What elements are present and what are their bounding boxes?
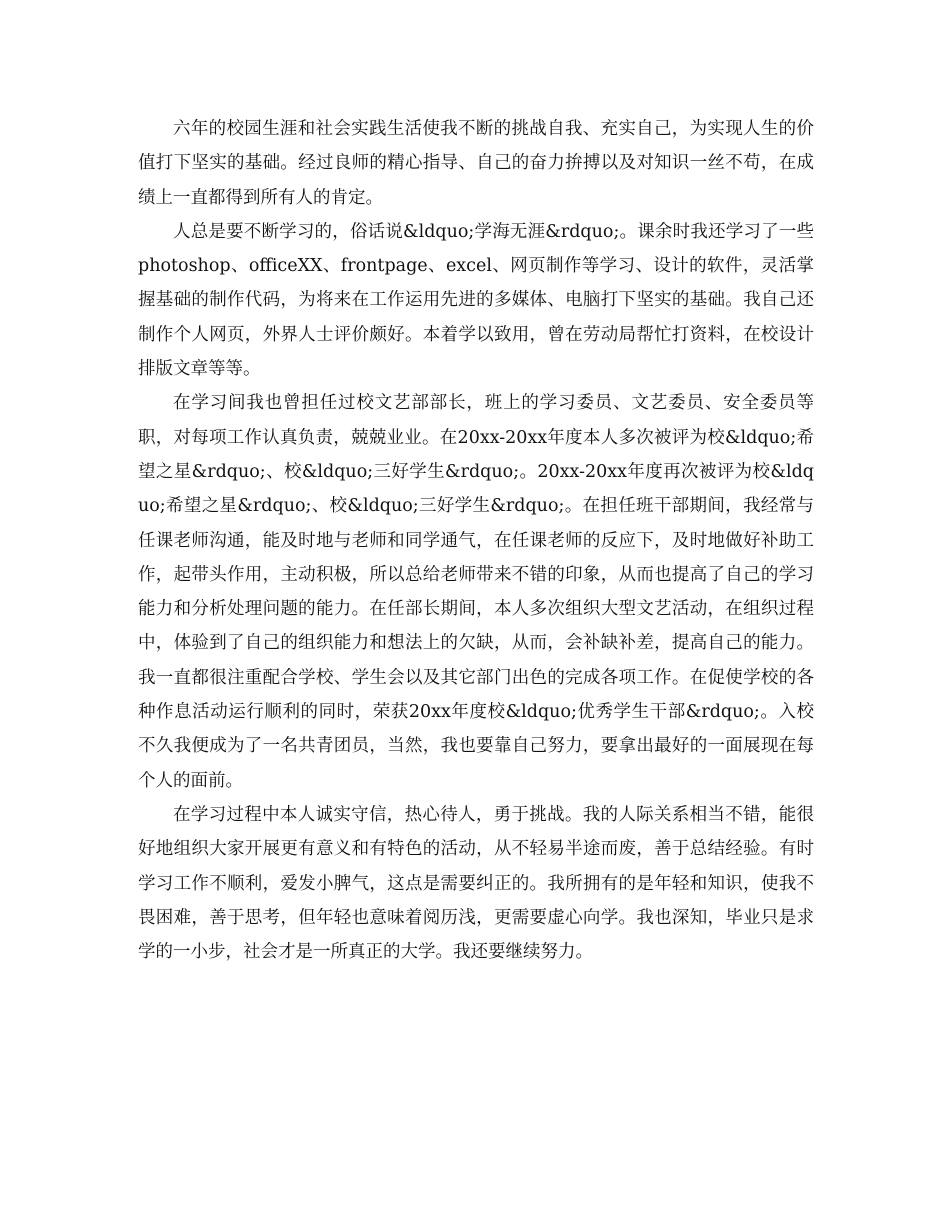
document-body — [138, 112, 814, 969]
paragraph-1: 六年的校园生涯和社会实践生活使我不断的挑战自我、充实自己，为实现人生的价值打下坚实的基础。经过良师的精心指导、自己的奋力拚搏以及对知识一丝不苟，在成绩上一直都得到所有人的肯定。 — [138, 119, 814, 208]
paragraph-2: 人总是要不断学习的，俗话说&ldquo;学海无涯&rdquo;。课余时我还学习了一些photoshop、officeXX、frontpage、excel、网页制作等学习、设计的软件，灵活掌握基础的制作代码，为将来在工作运用先进的多媒体、电脑打下坚实的基础。我自己还制作个人网页，外界人士评价颇好。本着学以致用，曾在劳动局帮忙打资料，在校设计排版文章等等。 — [138, 221, 814, 380]
paragraph-3: 在学习间我也曾担任过校文艺部部长，班上的学习委员、文艺委员、安全委员等职，对每项工作认真负责，兢兢业业。在20xx-20xx年度本人多次被评为校&ldquo;希望之星&rdquo;、校&ldquo;三好学生&rdquo;。20xx-20xx年度再次被评为校&ldquo;希望之星&rdquo;、校&ldquo;三好学生&rdquo;。在担任班干部期间，我经常与任课老师沟通，能及时地与老师和同学通气，在任课老师的反应下，及时地做好补助工作，起带头作用，主动积极，所以总给老师带来不错的印象，从而也提高了自己的学习能力和分析处理问题的能力。在任部长期间，本人多次组织大型文艺活动，在组织过程中，体验到了自己的组织能力和想法上的欠缺，从而，会补缺补差，提高自己的能力。我一直都很注重配合学校、学生会以及其它部门出色的完成各项工作。在促使学校的各种作息活动运行顺利的同时，荣获20xx年度校&ldquo;优秀学生干部&rdquo;。入校不久我便成为了一名共青团员，当然，我也要靠自己努力，要拿出最好的一面展现在每个人的面前。 — [138, 393, 814, 791]
paragraph-4: 在学习过程中本人诚实守信，热心待人，勇于挑战。我的人际关系相当不错，能很好地组织大家开展更有意义和有特色的活动，从不轻易半途而废，善于总结经验。有时学习工作不顺利，爱发小脾气，这点是需要纠正的。我所拥有的是年轻和知识，使我不畏困难，善于思考，但年轻也意味着阅历浅，更需要虚心向学。我也深知，毕业只是求学的一小步，社会才是一所真正的大学。我还要继续努力。 — [138, 804, 814, 963]
